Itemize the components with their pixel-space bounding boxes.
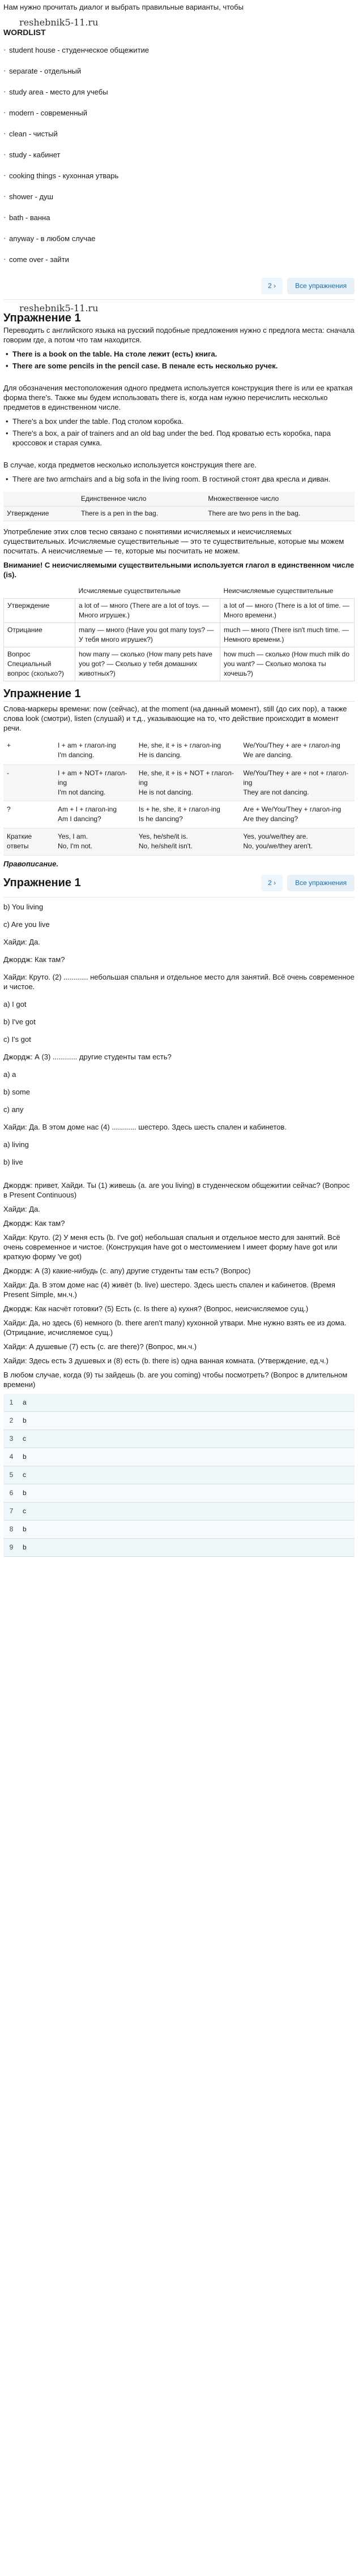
table-cell: We/You/They + are + not + глагол-ing They are not dancing. (240, 765, 355, 801)
example-1: • There is a book on the table. На столе лежит (есть) книга. (3, 349, 355, 359)
wordlist-title: WORDLIST (3, 28, 46, 37)
wordlist-item: · study - кабинет (3, 147, 355, 168)
answer-value: b (23, 1488, 27, 1497)
table-header: Неисчисляемые существительные (223, 587, 334, 595)
table-cell: There are two pens in the bag. (204, 506, 355, 521)
table-cell: ? (3, 801, 54, 828)
answer-value: c (23, 1434, 26, 1442)
table-cell: Краткие ответы (3, 828, 54, 855)
table-cell: We/You/They + are + глагол-ing We are dancing. (240, 737, 355, 765)
exercise-nav-bar (3, 276, 355, 296)
table-cell: Yes, he/she/it is. No, he/she/it isn't. (135, 828, 240, 855)
table-row (3, 801, 355, 828)
exercise-number-button[interactable]: 2 › (261, 278, 283, 294)
dialog-line: a) a (3, 1070, 16, 1079)
dialog-line: Хайди: Да. (3, 937, 40, 946)
table-cell: a lot of — много (There is a lot of time. — Много времени.) (220, 599, 355, 623)
table-cell: Is + he, she, it + глагол-ing Is he dancing? (135, 801, 240, 828)
solution-line: Хайди: А душевые (7) есть (c. are there)? (Вопрос, мн.ч.) (3, 1342, 197, 1351)
table-cell: Are + We/You/They + глагол-ing Are they dancing? (240, 801, 355, 828)
answer-number: 9 (9, 1543, 14, 1551)
answer-number: 3 (9, 1434, 14, 1442)
all-exercises-button[interactable]: Все упражнения (287, 875, 355, 891)
table-row (4, 623, 355, 647)
answer-value: a (23, 1398, 27, 1406)
wordlist-item: · cooking things - кухонная утварь (3, 168, 355, 188)
exercise-2-title: Упражнение 1 (3, 688, 81, 700)
table-header: Исчисляемые существительные (78, 587, 181, 595)
answer-number: 6 (9, 1488, 14, 1497)
table-cell: He, she, it + is + NOT + глагол-ing He is not dancing. (135, 765, 240, 801)
solution-line: Хайди: Здесь есть 3 душевых и (8) есть (b. there is) одна ванная комната. (Утверждение, ед.ч.) (3, 1356, 329, 1365)
table-singular-plural (3, 492, 355, 521)
dialog-line: b) live (3, 1157, 23, 1166)
solution-line: В любом случае, когда (9) ты зайдешь (b. are you coming) чтобы посмотреть? (Вопрос в длительном времени) (3, 1370, 348, 1389)
watermark: reshebnik5-11.ru (19, 16, 99, 28)
answer-row (3, 1484, 355, 1502)
wordlist-item: · modern - современный (3, 105, 355, 126)
dialog-line: a) I got (3, 999, 27, 1008)
table-row (3, 737, 355, 765)
wordlist-item: · shower - душ (3, 188, 355, 209)
table-cell: Yes, I am. No, I'm not. (54, 828, 135, 855)
dialog-line: c) Are you live (3, 920, 50, 929)
answer-number: 2 (9, 1416, 14, 1424)
table-cell: Утверждение (3, 506, 78, 521)
table-cell: There is a pen in the bag. (78, 506, 204, 521)
page (0, 2, 358, 1568)
answer-value: b (23, 1416, 27, 1424)
intro-text: Нам нужно прочитать диалог и выбрать правильные варианты, чтобы (3, 3, 244, 11)
wordlist-item: · student house - студенческое общежитие (3, 42, 355, 63)
table-cell: Yes, you/we/they are. No, you/we/they aren't. (240, 828, 355, 855)
dialog-line: c) I's got (3, 1034, 31, 1044)
wordlist-item: · bath - ванна (3, 209, 355, 230)
answer-number: 7 (9, 1506, 14, 1515)
table-header (4, 584, 75, 599)
solution (3, 1180, 355, 1389)
solution-line: Джордж: А (3) какие-нибудь (c. any) другие студенты там есть? (Вопрос) (3, 1266, 251, 1275)
rules-example-2: • There's a box, a pair of trainers and an old bag under the bed. Под кроватью есть коробка, пара кроссовок и старая сумка. (3, 428, 355, 448)
answer-row (3, 1412, 355, 1430)
answer-row (3, 1521, 355, 1539)
wordlist-item: · anyway - в любом случае (3, 230, 355, 251)
chevron-right-icon: › (273, 281, 276, 290)
answer-value: b (23, 1543, 27, 1551)
table-cell: how many — сколько (How many pets have you got? — Сколько у тебя домашних животных?) (75, 647, 220, 681)
solution-line: Джордж: привет, Хайди. Ты (1) живешь (a. are you living) в студенческом общежитии сейчас? (Вопрос в Present Continuous) (3, 1180, 350, 1199)
dialog-line: Хайди: Круто. (2) ............ небольшая спальня и отдельное место для занятий. Всё очень современное и чистое. (3, 972, 355, 991)
exercise-nav-bar (3, 873, 355, 894)
table-cell: how much — сколько (How much milk do you want? — Сколько молока ты хочешь?) (220, 647, 355, 681)
table-cell: + (3, 737, 54, 765)
dialog-line: a) living (3, 1140, 29, 1149)
table-row (3, 765, 355, 801)
answer-row (3, 1448, 355, 1466)
table-cell: much — много (There isn't much time. — Немного времени.) (220, 623, 355, 647)
table-cell: Am + I + глагол-ing Am I dancing? (54, 801, 135, 828)
wordlist (3, 42, 355, 272)
answer-value: b (23, 1525, 27, 1533)
rules-paragraph-4: Внимание! С неисчисляемыми существительными используется глагол в единственном числе (is). (3, 561, 355, 579)
table-header: Множественное число (204, 492, 355, 506)
table-cell: I + am + NOT+ глагол-ing I'm not dancing. (54, 765, 135, 801)
present-continuous-table (3, 737, 355, 856)
all-exercises-button[interactable]: Все упражнения (287, 278, 355, 294)
divider (3, 701, 355, 702)
rules-paragraph-1: Для обозначения местоположения одного предмета используется конструкция there is или ее краткая форма there's. Также мы будем использовать there is, когда нам нужно перечислить несколько предметов в единственном числе. (3, 384, 353, 411)
solution-line: Хайди: Да. В этом доме нас (4) живёт (b. live) шестеро. Здесь шесть спален и кабинетов. (Время Present Simple, мн.ч.) (3, 1280, 335, 1299)
answer-number: 4 (9, 1452, 14, 1461)
example-2: • There are some pencils in the pencil case. В пенале есть несколько ручек. (3, 361, 355, 371)
dialog-line: Джордж: Как там? (3, 955, 65, 964)
wordlist-item: · study area - место для учебы (3, 84, 355, 105)
table-cell: - (3, 765, 54, 801)
divider (3, 897, 355, 898)
answer-value: c (23, 1470, 26, 1479)
rules-paragraph-3: Употребление этих слов тесно связано с понятиями исчисляемых и неисчисляемых существительных. Исчисляемые существительные — это те существительные, которые мы можем посчитать. А неисчисляемые — те, которые мы посчитать не можем. (3, 527, 344, 555)
table-row (3, 828, 355, 855)
answer-value: c (23, 1506, 26, 1515)
rules-example-1: • There's a box under the table. Под столом коробка. (3, 417, 355, 426)
watermark: reshebnik5-11.ru (19, 302, 99, 314)
answer-number: 1 (9, 1398, 14, 1406)
wordlist-item: · clean - чистый (3, 126, 355, 147)
table-countable (3, 584, 355, 681)
chevron-right-icon: › (273, 879, 276, 887)
exercise-1-title: Упражнение 1 (3, 312, 81, 324)
table-row (4, 647, 355, 681)
dialog-line: Хайди: Да. В этом доме нас (4) ............ шестеро. Здесь шесть спален и кабинетов. (3, 1122, 287, 1131)
answer-row (3, 1394, 355, 1412)
solution-line: Хайди: Да, но здесь (6) немного (b. there aren't many) кухонной утвари. Мне нужно взять ее из дома. (Отрицание, исчисляемое сущ.) (3, 1318, 347, 1337)
solution-line: Джордж: Как насчёт готовки? (5) Есть (c. Is there a) кухня? (Вопрос, неисчисляемое сущ.) (3, 1304, 309, 1313)
answer-number: 5 (9, 1470, 14, 1479)
exercise-number-button[interactable]: 2 › (261, 875, 283, 891)
wordlist-item: · separate - отдельный (3, 63, 355, 84)
solution-line: Джордж: Как там? (3, 1218, 65, 1227)
exercise-1-task: Переводить с английского языка на русский подобные предложения нужно с предлога места: сначала говорим где, а потом что там находится. (3, 326, 355, 344)
answer-row (3, 1539, 355, 1557)
table-cell: Утверждение (4, 599, 75, 623)
answers-table (3, 1394, 355, 1557)
table-cell: He, she, it + is + глагол-ing He is dancing. (135, 737, 240, 765)
table-cell: a lot of — много (There are a lot of toys. — Много игрушек.) (75, 599, 220, 623)
answer-row (3, 1502, 355, 1521)
table-header: Единственное число (78, 492, 204, 506)
table-cell: Вопрос Специальный вопрос (сколько?) (4, 647, 75, 681)
answer-value: b (23, 1452, 27, 1461)
solution-line: Хайди: Круто. (2) У меня есть (b. I've got) небольшая спальня и отдельное место для занятий. Всё очень современное и чистое. (Конструкция have got о местоимением I имеет форму have got или краткую форму 've got) (3, 1233, 340, 1261)
answer-row (3, 1466, 355, 1484)
table-cell: I + am + глагол-ing I'm dancing. (54, 737, 135, 765)
wordlist-item: · come over - зайти (3, 251, 355, 272)
dialog-line: c) any (3, 1105, 24, 1114)
solution-line: Хайди: Да. (3, 1204, 40, 1213)
dialog-line: Джордж: А (3) ............ другие студенты там есть? (3, 1052, 172, 1061)
dialog-line: b) I've got (3, 1017, 36, 1026)
table-cell: Отрицание (4, 623, 75, 647)
table-header (3, 492, 78, 506)
dialog-line: b) some (3, 1087, 30, 1096)
watermark-row (3, 16, 355, 28)
rules-example-3: • There are two armchairs and a big sofa in the living room. В гостиной стоят два кресла и диван. (3, 474, 355, 484)
exercise-3-title: Упражнение 1 (3, 877, 81, 889)
rules-paragraph-2: В случае, когда предметов несколько используется конструкция there are. (3, 461, 257, 469)
answer-number: 8 (9, 1525, 14, 1533)
answer-row (3, 1430, 355, 1448)
table-cell: many — много (Have you got many toys? — У тебя много игрушек?) (75, 623, 220, 647)
spelling-label: Правописание. (3, 859, 58, 868)
exercise-2-text: Слова-маркеры времени: now (сейчас), at the moment (на данный момент), still (до сих пор), а также слова look (смотри), listen (слушай) и т.д., указывающие на то, что действие происходит в момент речи. (3, 705, 347, 732)
table-row (4, 599, 355, 623)
divider (3, 299, 355, 300)
dialog (3, 900, 355, 1173)
dialog-line: b) You living (3, 902, 44, 911)
table-row (3, 506, 355, 521)
